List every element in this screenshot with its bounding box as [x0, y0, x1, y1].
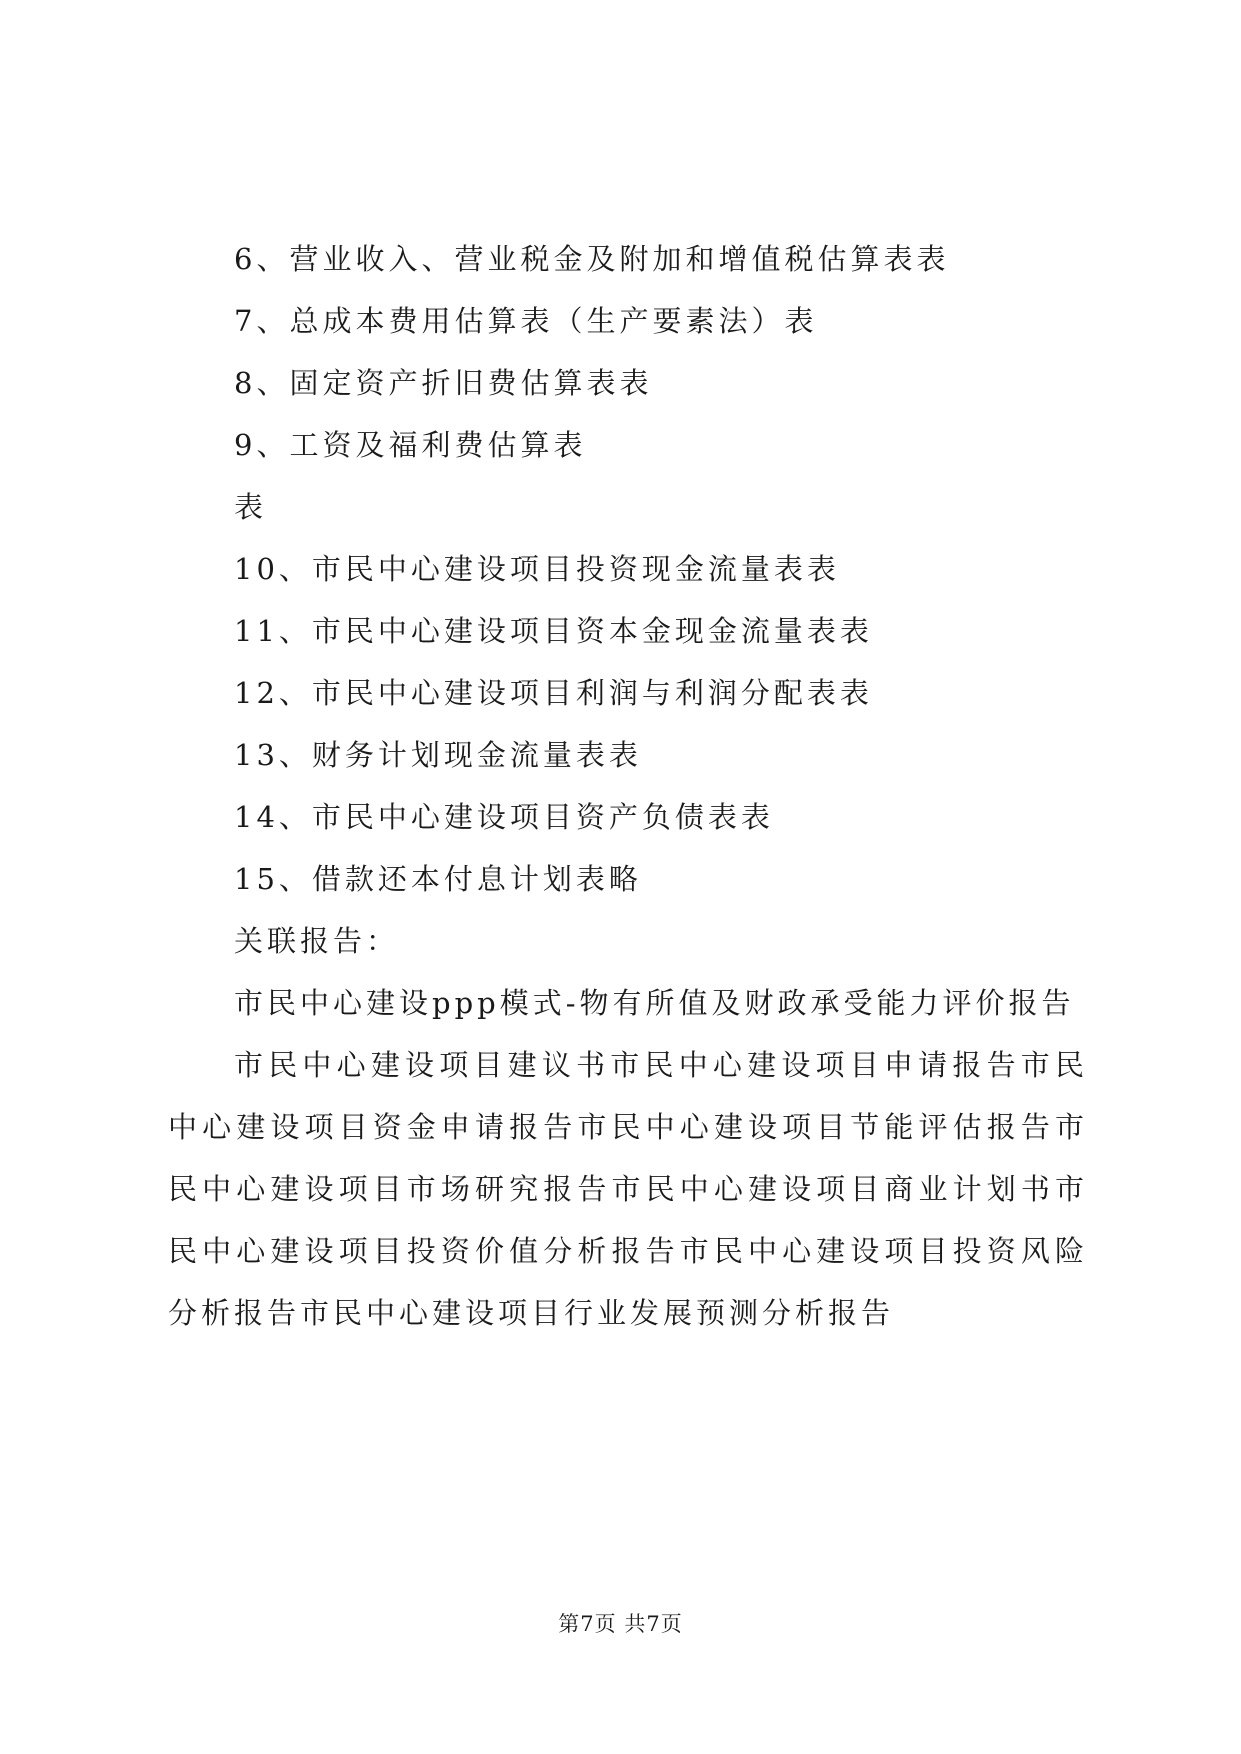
document-content	[168, 228, 1088, 1344]
list-item: 12、市民中心建设项目利润与利润分配表表	[234, 676, 873, 710]
list-item: 9、工资及福利费估算表	[234, 428, 587, 462]
page-number: 第7页 共7页	[558, 1612, 683, 1636]
list-item: 6、营业收入、营业税金及附加和增值税估算表表	[234, 242, 950, 276]
list-item: 13、财务计划现金流量表表	[234, 738, 642, 772]
list-item: 8、固定资产折旧费估算表表	[234, 366, 653, 400]
related-heading: 关联报告：	[234, 924, 400, 958]
list-item: 10、市民中心建设项目投资现金流量表表	[234, 552, 840, 586]
related-report-ppp: 市民中心建设ppp模式-物有所值及财政承受能力评价报告	[234, 986, 1075, 1020]
list-item: 15、借款还本付息计划表略	[234, 862, 642, 896]
list-item: 14、市民中心建设项目资产负债表表	[234, 800, 774, 834]
related-reports-paragraph: 市民中心建设项目建议书市民中心建设项目申请报告市民中心建设项目资金申请报告市民中心建设项目节能评估报告市民中心建设项目市场研究报告市民中心建设项目商业计划书市民中心建设项目投资价值分析报告市民中心建设项目投资风险分析报告市民中心建设项目行业发展预测分析报告	[168, 1048, 1088, 1330]
list-item: 11、市民中心建设项目资本金现金流量表表	[234, 614, 873, 648]
list-item: 7、总成本费用估算表（生产要素法）表	[234, 304, 818, 338]
list-item: 表	[234, 490, 268, 524]
